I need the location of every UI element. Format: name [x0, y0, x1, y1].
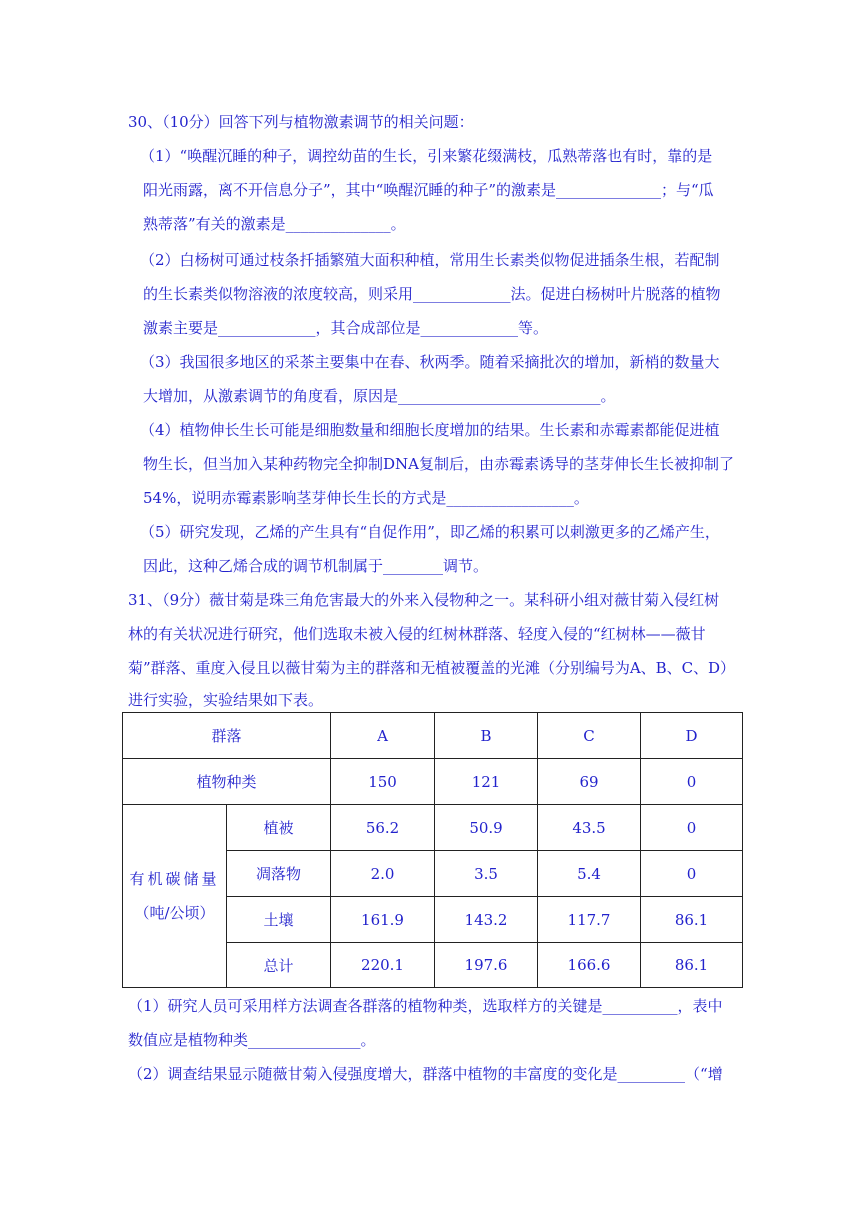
header-cell-community: 群落	[123, 713, 331, 759]
q30-title: 30、（10分）回答下列与植物激素调节的相关问题：	[128, 113, 474, 131]
table-cell: 56.2	[331, 805, 435, 851]
table-row-vegetation	[123, 805, 743, 851]
table-row-species	[123, 759, 743, 805]
species-label: 植物种类	[123, 759, 331, 805]
header-cell-c: C	[538, 713, 641, 759]
table-cell: 161.9	[331, 897, 435, 943]
q30-part3-line1: （3）我国很多地区的采茶主要集中在春、秋两季。随着采摘批次的增加，新梢的数量大	[140, 353, 720, 371]
table-cell: 0	[641, 851, 743, 897]
table-cell: 50.9	[435, 805, 538, 851]
row-label-litter: 凋落物	[227, 851, 331, 897]
table-cell: 5.4	[538, 851, 641, 897]
q30-part4-line3: 54%，说明赤霉素影响茎芽伸长生长的方式是_________________。	[143, 489, 589, 507]
q30-part1-line3: 熟蒂落”有关的激素是______________。	[143, 215, 406, 233]
q30-part2-line2: 的生长素类似物溶液的浓度较高，则采用_____________法。促进白杨树叶片脱落的植物	[143, 285, 721, 303]
table-header-row	[123, 713, 743, 759]
table-cell: 143.2	[435, 897, 538, 943]
carbon-storage-label-line1: 有机碳储量	[129, 870, 220, 888]
q31-title-line2: 林的有关状况进行研究，他们选取未被入侵的红树林群落、轻度入侵的“红树林——薇甘	[128, 625, 706, 643]
table-cell: 117.7	[538, 897, 641, 943]
header-cell-a: A	[331, 713, 435, 759]
q31-part2-line1: （2）调查结果显示随薇甘菊入侵强度增大，群落中植物的丰富度的变化是_________（“增	[128, 1065, 723, 1083]
q30-part5-line2: 因此，这种乙烯合成的调节机制属于________调节。	[143, 557, 489, 575]
row-label-vegetation: 植被	[227, 805, 331, 851]
q30-part5-line1: （5）研究发现，乙烯的产生具有“自促作用”，即乙烯的积累可以刺激更多的乙烯产生，	[140, 523, 720, 541]
q31-part1-line1: （1）研究人员可采用样方法调查各群落的植物种类，选取样方的关键是__________，表中	[128, 997, 723, 1015]
row-label-total: 总计	[227, 943, 331, 988]
carbon-storage-label	[123, 805, 227, 988]
q31-part1-line2: 数值应是植物种类_______________。	[128, 1031, 376, 1049]
table-cell: 0	[641, 805, 743, 851]
q31-title-line1: 31、（9分）薇甘菊是珠三角危害最大的外来入侵物种之一。某科研小组对薇甘菊入侵红树	[128, 591, 720, 609]
header-cell-d: D	[641, 713, 743, 759]
species-d: 0	[641, 759, 743, 805]
species-b: 121	[435, 759, 538, 805]
table-cell: 2.0	[331, 851, 435, 897]
q31-title-line3: 菊”群落、重度入侵且以薇甘菊为主的群落和无植被覆盖的光滩（分别编号为A、B、C、D）	[128, 659, 736, 677]
q30-part1-line2: 阳光雨露，离不开信息分子”，其中“唤醒沉睡的种子”的激素是______________；与“瓜	[143, 181, 714, 199]
row-label-soil: 土壤	[227, 897, 331, 943]
table-cell: 166.6	[538, 943, 641, 988]
q30-part1-line1: （1）“唤醒沉睡的种子，调控幼苗的生长，引来繁花缀满枝，瓜熟蒂落也有时，靠的是	[140, 147, 713, 165]
species-c: 69	[538, 759, 641, 805]
table-cell: 86.1	[641, 943, 743, 988]
q30-part4-line2: 物生长，但当加入某种药物完全抑制DNA复制后，由赤霉素诱导的茎芽伸长生长被抑制了	[143, 455, 734, 473]
carbon-storage-label-line2: （吨/公顷）	[134, 904, 215, 922]
q31-title-line4: 进行实验，实验结果如下表。	[128, 691, 324, 709]
q30-part2-line3: 激素主要是_____________，其合成部位是_____________等。	[143, 319, 549, 337]
table-cell: 3.5	[435, 851, 538, 897]
table-cell: 220.1	[331, 943, 435, 988]
results-table	[122, 712, 743, 988]
q30-part2-line1: （2）白杨树可通过枝条扦插繁殖大面积种植，常用生长素类似物促进插条生根，若配制	[140, 251, 720, 269]
species-a: 150	[331, 759, 435, 805]
table-cell: 86.1	[641, 897, 743, 943]
header-cell-b: B	[435, 713, 538, 759]
table-cell: 43.5	[538, 805, 641, 851]
q30-part4-line1: （4）植物伸长生长可能是细胞数量和细胞长度增加的结果。生长素和赤霉素都能促进植	[140, 421, 720, 439]
table-cell: 197.6	[435, 943, 538, 988]
q30-part3-line2: 大增加，从激素调节的角度看，原因是___________________________。	[143, 387, 616, 405]
